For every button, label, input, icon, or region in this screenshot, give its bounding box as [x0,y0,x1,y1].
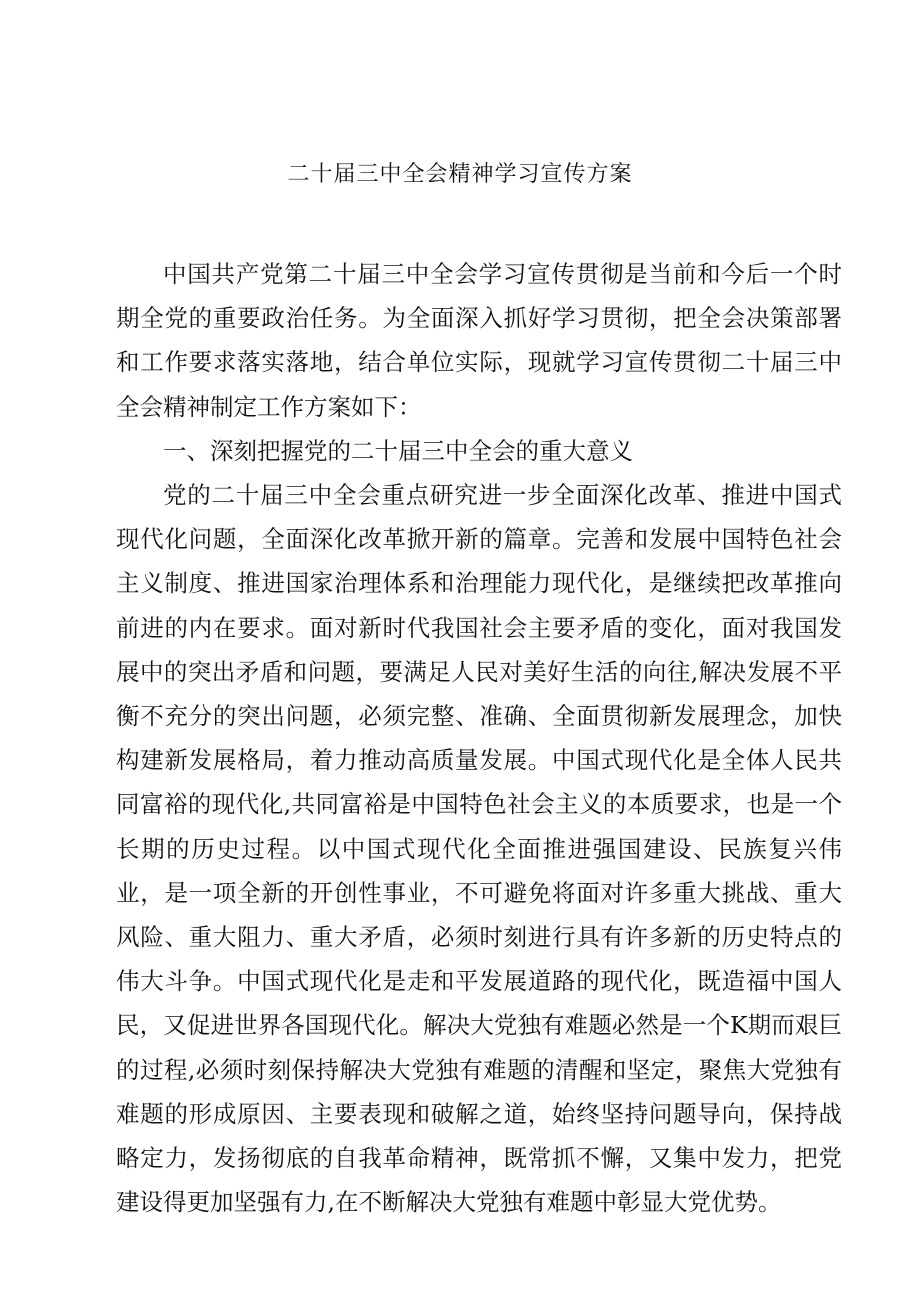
section-1-heading: 一、深刻把握党的二十届三中全会的重大意义 [163,436,633,465]
document-title: 二十届三中全会精神学习宣传方案 [287,162,633,187]
document-body [116,252,842,1224]
section-1-paragraph: 党的二十届三中全会重点研究进一步全面深化改革、推进中国式现代化问题，全面深化改革掀开新的篇章。完善和发展中国特色社会主义制度、推进国家治理体系和治理能力现代化，是继续把改革推向前进的内在要求。面对新时代我国社会主要矛盾的变化，面对我国发展中的突出矛盾和问题，要满足人民对美好生活的向往,解决发展不平衡不充分的突出问题，必须完整、准确、全面贯彻新发展理念，加快构建新发展格局，着力推动高质量发展。中国式现代化是全体人民共同富裕的现代化,共同富裕是中国特色社会主义的本质要求，也是一个长期的历史过程。以中国式现代化全面推进强国建设、民族复兴伟业，是一项全新的开创性事业，不可避免将面对许多重大挑战、重大风险、重大阻力、重大矛盾，必须时刻进行具有许多新的历史特点的伟大斗争。中国式现代化是走和平发展道路的现代化，既造福中国人民，又促进世界各国现代化。解决大党独有难题必然是一个K期而艰巨的过程,必须时刻保持解决大党独有难题的清醒和坚定，聚焦大党独有难题的形成原因、主要表现和破解之道，始终坚持问题导向，保持战略定力，发扬彻底的自我革命精神，既常抓不懈，又集中发力，把党建设得更加坚强有力,在不断解决大党独有难题中彰显大党优势。 [116,481,842,1217]
intro-paragraph: 中国共产党第二十届三中全会学习宣传贯彻是当前和今后一个时期全党的重要政治任务。为全面深入抓好学习贯彻，把全会决策部署和工作要求落实落地，结合单位实际，现就学习宣传贯彻二十届三中全会精神制定工作方案如下： [116,260,842,421]
